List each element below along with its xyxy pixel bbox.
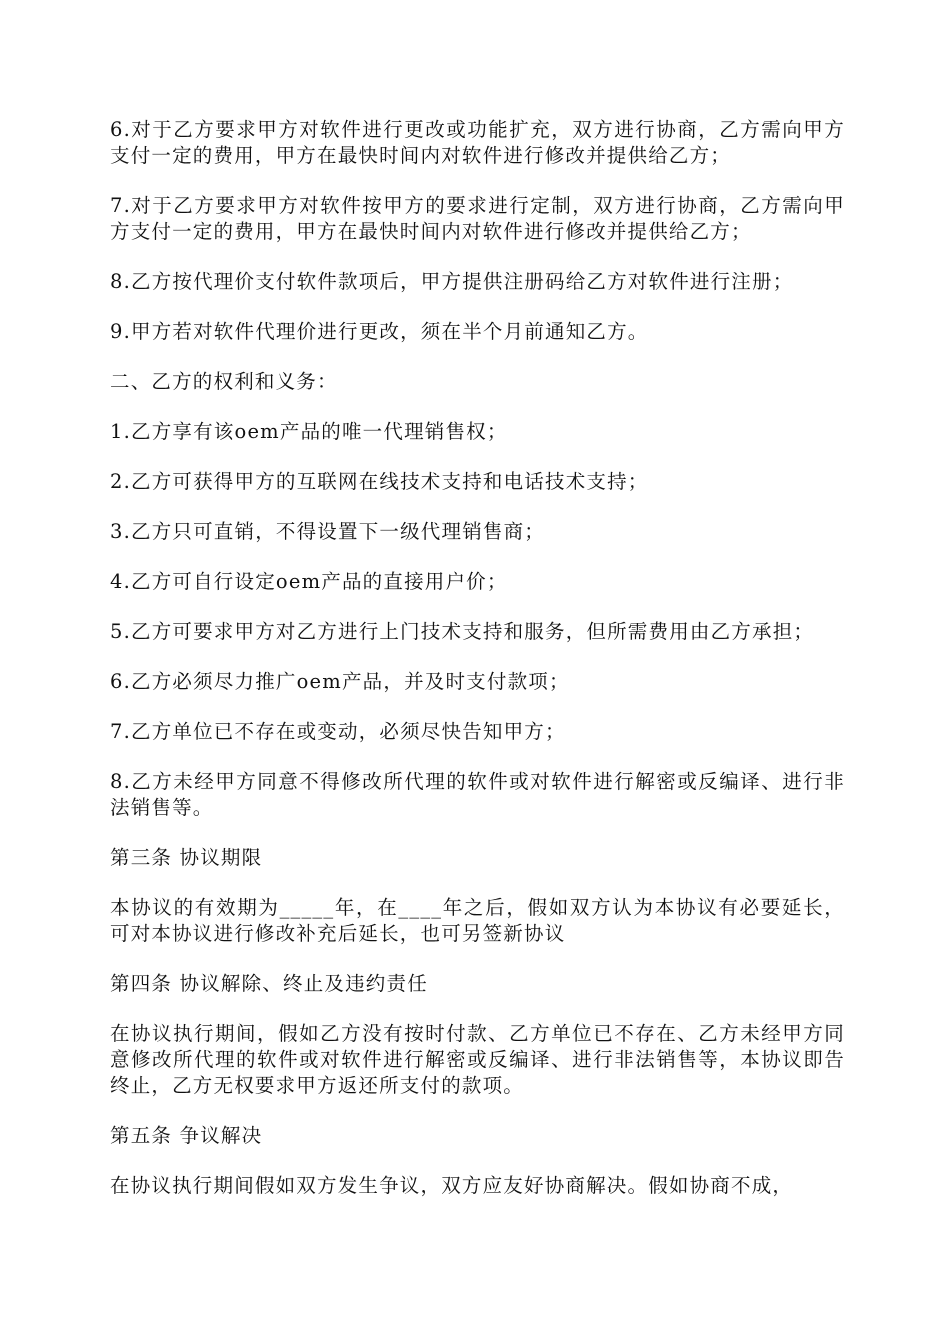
clause-b5: 5.乙方可要求甲方对乙方进行上门技术支持和服务，但所需费用由乙方承担； xyxy=(110,620,815,643)
article-5-heading: 第五条 争议解决 xyxy=(110,1124,263,1147)
article-3-heading: 第三条 协议期限 xyxy=(110,846,263,869)
clause-a7: 7.对于乙方要求甲方对软件按甲方的要求进行定制，双方进行协商，乙方需向甲方支付一定的费用，甲方在最快时间内对软件进行修改并提供给乙方； xyxy=(110,194,845,243)
clause-b3: 3.乙方只可直销，不得设置下一级代理销售商； xyxy=(110,520,546,543)
clause-a6: 6.对于乙方要求甲方对软件进行更改或功能扩充，双方进行协商，乙方需向甲方支付一定的费用，甲方在最快时间内对软件进行修改并提供给乙方； xyxy=(110,118,845,167)
clause-a9: 9.甲方若对软件代理价进行更改，须在半个月前通知乙方。 xyxy=(110,320,649,343)
clause-b2: 2.乙方可获得甲方的互联网在线技术支持和电话技术支持； xyxy=(110,470,649,493)
article-3-body: 本协议的有效期为_____年，在____年之后，假如双方认为本协议有必要延长，可对本协议进行修改补充后延长，也可另签新协议 xyxy=(110,896,845,945)
article-4-heading: 第四条 协议解除、终止及违约责任 xyxy=(110,972,428,995)
article-5-body: 在协议执行期间假如双方发生争议，双方应友好协商解决。假如协商不成， xyxy=(110,1174,794,1197)
article-4-body: 在协议执行期间，假如乙方没有按时付款、乙方单位已不存在、乙方未经甲方同意修改所代理的软件或对软件进行解密或反编译、进行非法销售等，本协议即告终止，乙方无权要求甲方返还所支付的款项。 xyxy=(110,1022,845,1097)
clause-a8: 8.乙方按代理价支付软件款项后，甲方提供注册码给乙方对软件进行注册； xyxy=(110,270,794,293)
document-body xyxy=(110,117,845,1223)
clause-b1: 1.乙方享有该oem产品的唯一代理销售权； xyxy=(110,420,508,443)
clause-b8: 8.乙方未经甲方同意不得修改所代理的软件或对软件进行解密或反编译、进行非法销售等。 xyxy=(110,770,845,819)
clause-b6: 6.乙方必须尽力推广oem产品，并及时支付款项； xyxy=(110,670,570,693)
clause-b7: 7.乙方单位已不存在或变动，必须尽快告知甲方； xyxy=(110,720,566,743)
section-heading-party-b: 二、乙方的权利和义务： xyxy=(110,370,338,393)
clause-b4: 4.乙方可自行设定oem产品的直接用户价； xyxy=(110,570,508,593)
